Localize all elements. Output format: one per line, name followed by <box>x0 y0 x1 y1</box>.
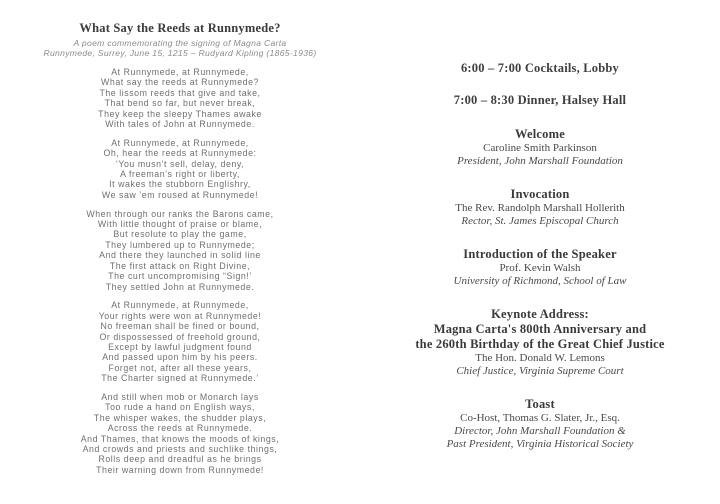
poem-line: With tales of John at Runnymede. <box>105 119 255 130</box>
poem-line: At Runnymede, at Runnymede, <box>111 137 249 148</box>
speaker-name: The Rev. Randolph Marshall Hollerith <box>455 202 625 214</box>
poem-subtitle-line-2: Runnymede, Surrey, June 15, 1215 – Rudyard Kipling (1865-1936) <box>43 48 317 58</box>
speaker-role: Rector, St. James Episcopal Church <box>461 215 619 227</box>
speaker-name: Co-Host, Thomas G. Slater, Jr., Esq. <box>460 412 620 424</box>
poem-line: When through our ranks the Barons came, <box>86 208 274 219</box>
program-section-keynote <box>360 307 720 378</box>
poem-stanza <box>0 138 360 200</box>
section-heading: the 260th Birthday of the Great Chief Justice <box>415 337 665 351</box>
poem-line: At Runnymede, at Runnymede, <box>111 67 249 77</box>
poem-title: What Say the Reeds at Runnymede? <box>79 21 281 35</box>
poem-line: The whisper wakes, the shudder plays, <box>93 412 267 423</box>
poem-line: That bend so far, but never break, <box>104 98 256 109</box>
program-section-introduction <box>360 247 720 288</box>
schedule-item-dinner: 7:00 – 8:30 Dinner, Halsey Hall <box>453 93 627 107</box>
section-heading: Welcome <box>515 127 565 141</box>
poem-line: The curt uncompromising “Sign!’ <box>108 271 252 282</box>
poem-subtitle-line-1: A poem commemorating the signing of Magna Carta <box>73 38 287 48</box>
poem-line: Too rude a hand on English ways, <box>105 402 255 413</box>
program-section-welcome <box>360 127 720 168</box>
section-heading: Invocation <box>510 187 570 201</box>
poem-line: But resolute to play the game, <box>113 229 247 240</box>
program-section-invocation <box>360 187 720 228</box>
poem-stanza <box>0 392 360 475</box>
poem-line: With little thought of praise or blame, <box>97 219 263 230</box>
poem-stanza <box>0 67 360 129</box>
speaker-name: Caroline Smith Parkinson <box>483 142 597 154</box>
poem-line: Your rights were won at Runnymede! <box>98 310 262 321</box>
poem-stanza <box>0 300 360 383</box>
poem-line: And still when mob or Monarch lays <box>101 391 259 402</box>
poem-line: They lumbered up to Runnymede; <box>105 239 255 250</box>
poem-line: It wakes the stubborn Englishry, <box>109 179 251 190</box>
speaker-name: Prof. Kevin Walsh <box>499 262 581 274</box>
poem-line: The first attack on Right Divine, <box>109 260 251 271</box>
speaker-name: The Hon. Donald W. Lemons <box>475 352 605 364</box>
schedule-item-cocktails: 6:00 – 7:00 Cocktails, Lobby <box>460 61 620 75</box>
speaker-role: Director, John Marshall Foundation & <box>454 425 626 437</box>
program-page <box>360 0 720 504</box>
poem-line: Rolls deep and dreadful as he brings <box>98 454 262 465</box>
poem-line: At Runnymede, at Runnymede, <box>111 300 249 311</box>
poem-line: And there they launched in solid line <box>99 250 261 261</box>
program-section-toast <box>360 397 720 451</box>
speaker-role: University of Richmond, School of Law <box>453 275 627 287</box>
speaker-role: Past President, Virginia Historical Society <box>446 438 634 450</box>
poem-line: They settled John at Runnymede. <box>105 281 255 292</box>
section-heading: Toast <box>525 397 555 411</box>
poem-line: Their warning down from Runnymede! <box>96 464 264 475</box>
speaker-role: Chief Justice, Virginia Supreme Court <box>456 365 624 377</box>
poem-line: And passed upon him by his peers. <box>102 352 258 363</box>
poem-line: What say the reeds at Runnymede? <box>101 77 259 88</box>
poem-line: And crowds and priests and suchlike things, <box>82 443 278 454</box>
section-heading: Introduction of the Speaker <box>463 247 617 261</box>
poem-line: Except by lawful judgment found <box>108 341 252 352</box>
poem-line: Oh, hear the reeds at Runnymede: <box>103 148 257 159</box>
section-heading: Magna Carta's 800th Anniversary and <box>433 322 647 336</box>
poem-line: Forget not, after all these years, <box>108 362 252 373</box>
poem-line: Or dispossessed of freehold ground, <box>99 331 261 342</box>
poem-line: The Charter signed at Runnymede.’ <box>101 373 259 384</box>
speaker-role: President, John Marshall Foundation <box>457 155 623 167</box>
poem-line: No freeman shall be fined or bound, <box>100 321 260 332</box>
poem-line: The lissom reeds that give and take, <box>99 87 261 98</box>
poem-line: A freeman’s right or liberty, <box>120 169 240 180</box>
poem-line: We saw ’em roused at Runnymede! <box>101 189 259 200</box>
poem-stanza <box>0 209 360 292</box>
section-heading: Keynote Address: <box>491 307 589 321</box>
poem-line: Across the reeds at Runnymede. <box>107 423 253 434</box>
poem-line: ‘You musn’t sell, delay, deny, <box>115 158 245 169</box>
poem-line: They keep the sleepy Thames awake <box>98 108 262 119</box>
poem-line: And Thames, that knows the moods of kings, <box>80 433 280 444</box>
